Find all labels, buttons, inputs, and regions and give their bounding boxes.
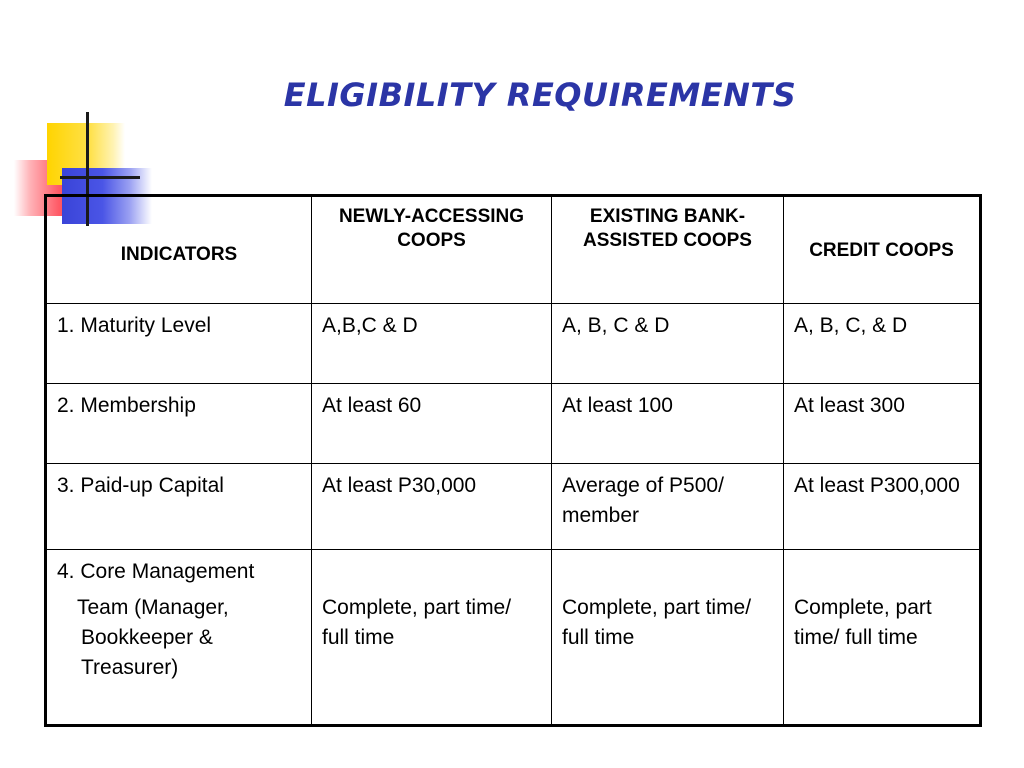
decor-horizontal-line xyxy=(60,176,140,179)
table-row xyxy=(46,464,981,550)
eligibility-table xyxy=(44,194,982,727)
slide-title: ELIGIBILITY REQUIREMENTS xyxy=(283,76,797,114)
cell-credit: At least 300 xyxy=(784,384,981,464)
table-row xyxy=(46,550,981,726)
cell-existing: Average of P500/ member xyxy=(552,464,784,550)
cell-existing: At least 100 xyxy=(552,384,784,464)
cell-existing: A, B, C & D xyxy=(552,304,784,384)
cell-newly: At least 60 xyxy=(312,384,552,464)
cell-newly: Complete, part time/ full time xyxy=(312,550,552,726)
table-row xyxy=(46,304,981,384)
cell-credit: Complete, part time/ full time xyxy=(784,550,981,726)
header-indicators: INDICATORS xyxy=(46,196,312,304)
cell-newly: A,B,C & D xyxy=(312,304,552,384)
cell-indicator-line2: Team (Manager, Bookkeeper & Treasurer) xyxy=(77,596,229,679)
cell-indicator xyxy=(46,550,312,726)
cell-credit: At least P300,000 xyxy=(784,464,981,550)
header-newly-accessing: NEWLY-ACCESSING COOPS xyxy=(312,196,552,304)
cell-indicator: 3. Paid-up Capital xyxy=(46,464,312,550)
header-existing-bank-assisted: EXISTING BANK-ASSISTED COOPS xyxy=(552,196,784,304)
cell-existing: Complete, part time/ full time xyxy=(552,550,784,726)
cell-indicator: 1. Maturity Level xyxy=(46,304,312,384)
cell-credit: A, B, C, & D xyxy=(784,304,981,384)
cell-newly: At least P30,000 xyxy=(312,464,552,550)
header-credit-coops: CREDIT COOPS xyxy=(784,196,981,304)
cell-indicator-line1: 4. Core Management xyxy=(57,560,255,583)
cell-indicator: 2. Membership xyxy=(46,384,312,464)
table-header-row xyxy=(46,196,981,304)
table-row xyxy=(46,384,981,464)
